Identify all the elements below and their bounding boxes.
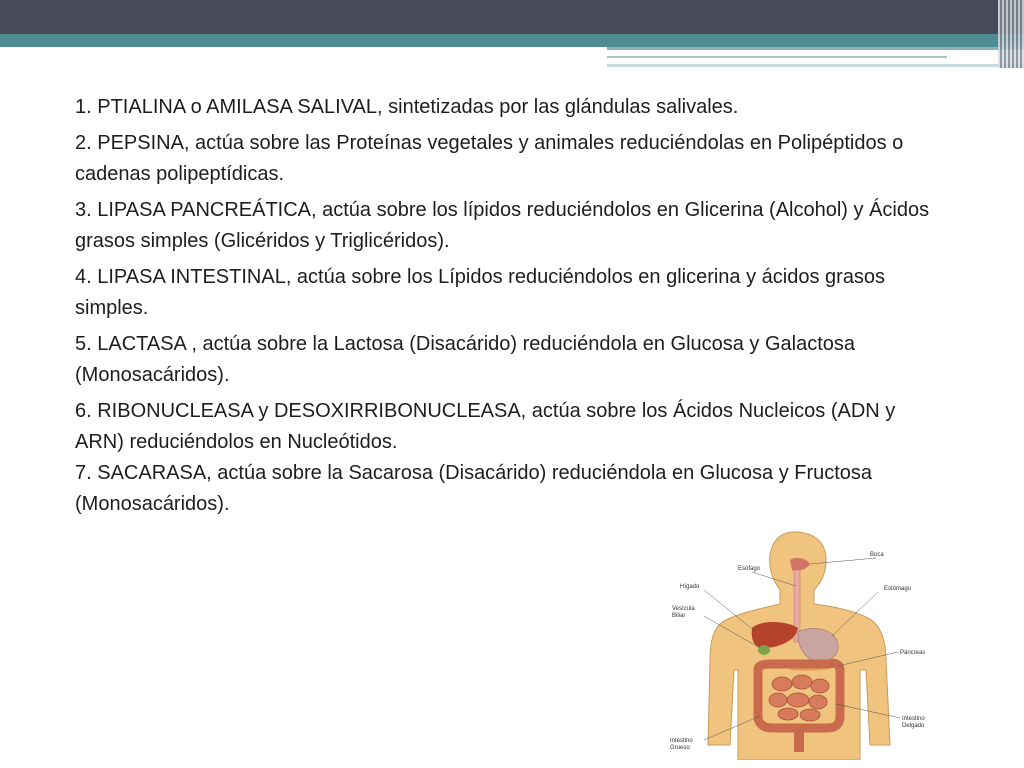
slide-body bbox=[75, 92, 945, 525]
label-intestino-grueso-1: Intestino bbox=[670, 738, 693, 744]
list-item: 3. LIPASA PANCREÁTICA, actúa sobre los lípidos reduciéndolos en Glicerina (Alcohol) y Ácidos grasos simples (Glicéridos y Triglicéridos). bbox=[75, 199, 930, 252]
label-boca: Boca bbox=[870, 552, 884, 558]
label-vesicula-1: Vesícula bbox=[672, 606, 695, 612]
label-intestino-delgado-2: Delgado bbox=[902, 723, 925, 729]
digestive-system-figure bbox=[664, 520, 944, 760]
list-item: 1. PTIALINA o AMILASA SALIVAL, sintetizadas por las glándulas salivales. bbox=[75, 96, 739, 118]
label-vesicula-2: Biliar bbox=[672, 613, 686, 619]
list-item: 5. LACTASA , actúa sobre la Lactosa (Disacárido) reduciéndola en Glucosa y Galactosa (Monosacáridos). bbox=[75, 333, 856, 386]
rectum bbox=[794, 728, 804, 752]
label-estomago: Estómago bbox=[884, 586, 912, 592]
list-item: 7. SACARASA, actúa sobre la Sacarosa (Disacárido) reduciéndola en Glucosa y Fructosa (Monosacáridos). bbox=[75, 462, 873, 515]
header-accent-line bbox=[607, 64, 1024, 67]
header-accent-line bbox=[607, 56, 947, 58]
header-accent-line bbox=[607, 47, 1024, 50]
list-item: 4. LIPASA INTESTINAL, actúa sobre los Lípidos reduciéndolos en glicerina y ácidos grasos simples. bbox=[75, 266, 886, 319]
label-intestino-grueso-2: Grueso bbox=[670, 745, 690, 751]
label-pancreas: Páncreas bbox=[900, 650, 926, 656]
label-esofago: Esófago bbox=[738, 566, 761, 572]
gallbladder bbox=[758, 645, 770, 655]
list-item: 2. PEPSINA, actúa sobre las Proteínas vegetales y animales reduciéndolas en Polipéptidos o cadenas polipeptídicas. bbox=[75, 132, 904, 185]
label-higado: Hígado bbox=[680, 584, 700, 590]
label-intestino-delgado-1: Intestino bbox=[902, 716, 925, 722]
header-stripes bbox=[998, 0, 1024, 68]
header-teal-band bbox=[0, 34, 1024, 47]
header-band bbox=[0, 0, 1024, 34]
digestive-system-illustration bbox=[664, 520, 944, 760]
list-item: 6. RIBONUCLEASA y DESOXIRRIBONUCLEASA, actúa sobre los Ácidos Nucleicos (ADN y ARN) reduciéndolos en Nucleótidos. bbox=[75, 400, 896, 453]
